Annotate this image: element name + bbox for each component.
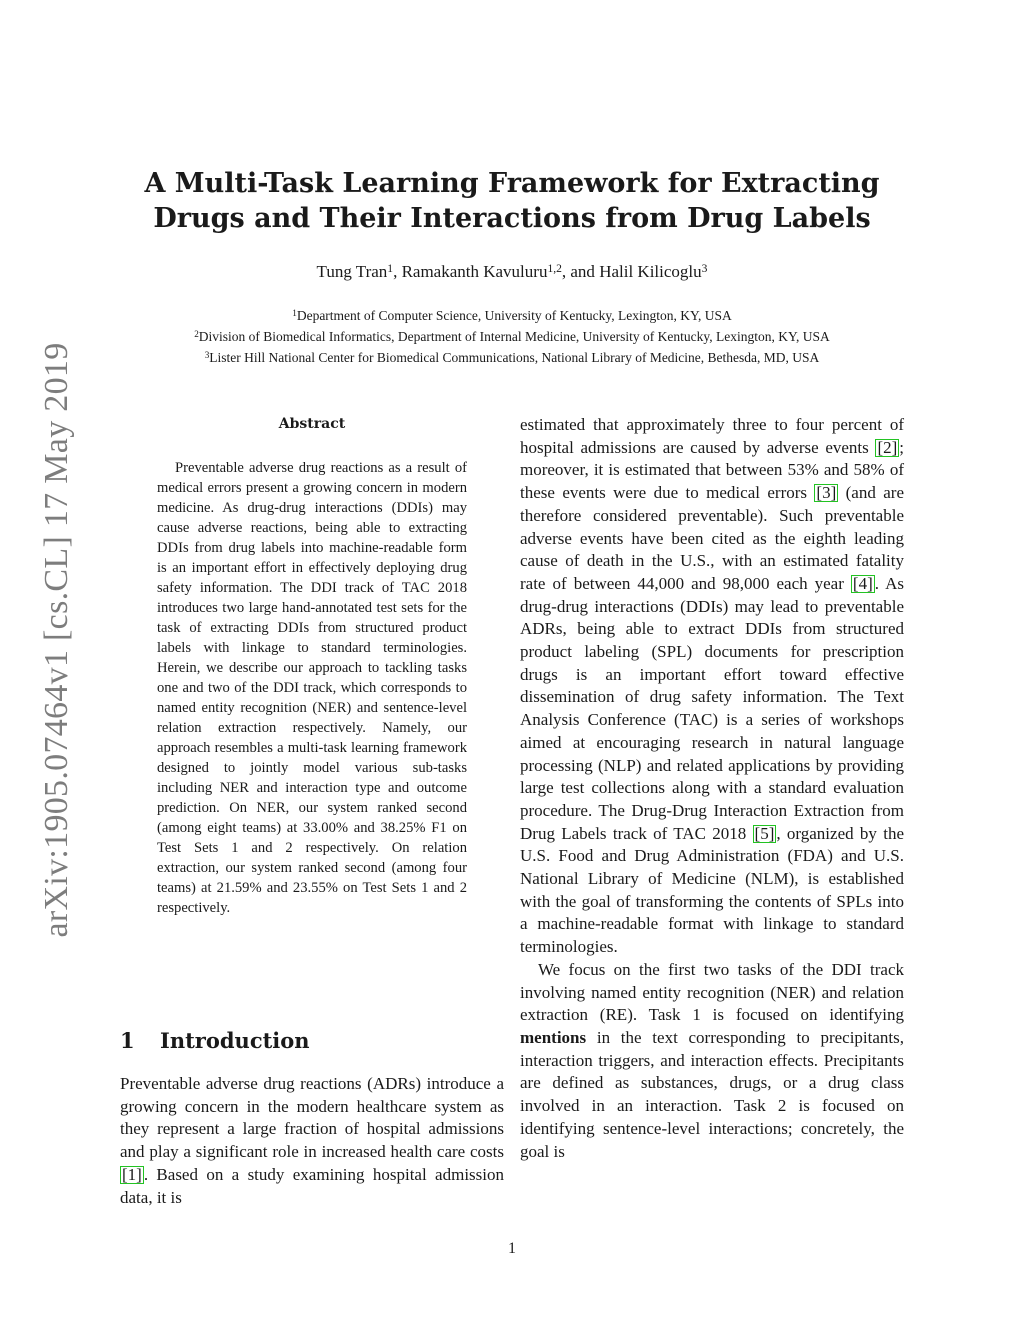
- author-separator: , and: [561, 262, 600, 281]
- section-heading: [120, 1028, 310, 1053]
- abstract-heading: Abstract: [278, 416, 346, 432]
- author-list: [110, 262, 914, 282]
- emphasis-mentions: mentions: [520, 1027, 587, 1047]
- affiliation-mark: 2: [194, 328, 199, 339]
- affiliation: [110, 326, 914, 347]
- affiliations: [110, 305, 914, 368]
- author-name: Ramakanth Kavuluru: [401, 262, 548, 281]
- author-name: Tung Tran: [316, 262, 388, 281]
- intro-text: . As drug-drug interactions (DDIs) may lead to preventable ADRs, being able to extract DDIs from structured product labeling (SPL) documents for prescription drugs is an important effort toward effective dissemination of drug safety information. The Text Analysis Conference (TAC) is a series of workshops aimed at encouraging research in natural language processing (NLP) and related applications by providing large test collections along with a standard evaluation procedure. The Drug-Drug Interaction Extraction from Drug Labels track of TAC 2018: [520, 573, 904, 843]
- right-column: [520, 414, 904, 1163]
- citation-link[interactable]: [1]: [122, 1164, 142, 1184]
- arxiv-stamp: arXiv:1905.07464v1 [cs.CL] 17 May 2019: [38, 342, 75, 938]
- affiliation-mark: 3: [204, 349, 210, 360]
- intro-text: ; moreover, it is estimated that between 53% and 58% of these events were due to medical errors: [520, 437, 904, 503]
- section-number: 1: [120, 1028, 135, 1053]
- citation-link[interactable]: [5]: [754, 823, 775, 843]
- intro-text: Preventable adverse drug reactions (ADRs) introduce a growing concern in the modern healthcare system as they represent a large fraction of hospital admissions and play a significant role in increased health care costs: [120, 1074, 504, 1162]
- affiliation-mark: 1: [292, 307, 297, 318]
- author-separator: ,: [393, 262, 402, 281]
- title-line-2: Drugs and Their Interactions from Drug Labels: [153, 203, 871, 234]
- author-affil-mark: 1,2: [547, 261, 562, 275]
- intro-text: estimated that approximately three to four percent of hospital admissions are caused by adverse events: [520, 415, 904, 457]
- affiliation-text: Department of Computer Science, University of Kentucky, Lexington, KY, USA: [296, 308, 732, 323]
- intro-text: We focus on the first two tasks of the DDI track involving named entity recognition (NER) and relation extraction (RE). Task 1 is focused on identifying: [520, 959, 904, 1025]
- affiliation: [110, 305, 914, 326]
- page-number: 1: [508, 1240, 516, 1257]
- intro-text: in the text corresponding to precipitants, interaction triggers, and interaction effects. Precipitants are defined as substances, drugs, or a drug class involved in an interaction. Task 2 is focused on identifying sentence-level interactions; concretely, the goal is: [520, 1027, 904, 1161]
- abstract-text: Preventable adverse drug reactions as a result of medical errors present a growing concern in modern medicine. As drug-drug interactions (DDIs) may cause adverse reactions, being able to extracting DDIs from drug labels into machine-readable form is an important effort in effectively deploying drug safety information. The DDI track of TAC 2018 introduces two large hand-annotated test sets for the task of extracting DDIs from structured product labels with linkage to standard terminologies. Herein, we describe our approach to tackling tasks one and two of the DDI track, which corresponds to named entity recognition (NER) and sentence-level relation extraction respectively. Namely, our approach resembles a multi-task learning framework designed to jointly model various sub-tasks including NER and interaction type and outcome prediction. On NER, our system ranked second (among eight teams) at 33.00% and 38.25% F1 on Test Sets 1 and 2 respectively. On relation extraction, our system ranked second (among four teams) at 21.59% and 23.55% on Test Sets 1 and 2 respectively.: [157, 460, 467, 916]
- intro-paragraph-continued: [520, 414, 904, 959]
- citation-link[interactable]: [4]: [852, 573, 873, 593]
- intro-text: , organized by the U.S. Food and Drug Administration (FDA) and U.S. National Library of Medicine (NLM), is established with the goal of transforming the contents of SPLs into a machine-readable format with linkage to standard terminologies.: [520, 823, 904, 957]
- affiliation: [110, 347, 914, 368]
- citation-link[interactable]: [3]: [816, 483, 837, 503]
- title-line-1: A Multi-Task Learning Framework for Extracting: [144, 168, 880, 199]
- affiliation-text: Division of Biomedical Informatics, Department of Internal Medicine, University of Kentucky, Lexington, KY, USA: [198, 329, 830, 344]
- author-name: Halil Kilicoglu: [599, 262, 702, 281]
- intro-paragraph-left: [120, 1073, 504, 1209]
- author-affil-mark: 3: [701, 261, 708, 275]
- citation-link[interactable]: [2]: [877, 437, 898, 457]
- intro-text: . Based on a study examining hospital admission data, it is: [120, 1164, 504, 1207]
- affiliation-text: Lister Hill National Center for Biomedical Communications, National Library of Medicine, Bethesda, MD, USA: [209, 350, 820, 365]
- author-affil-mark: 1: [387, 261, 394, 275]
- intro-text: (and are therefore considered preventable). Such preventable adverse events have been cited as the eighth leading cause of death in the U.S., with an estimated fatality rate of between 44,000 and 98,000 each year: [520, 483, 904, 593]
- section-title: Introduction: [160, 1028, 310, 1053]
- paper-title: [110, 166, 914, 236]
- intro-paragraph-2: [520, 959, 904, 1163]
